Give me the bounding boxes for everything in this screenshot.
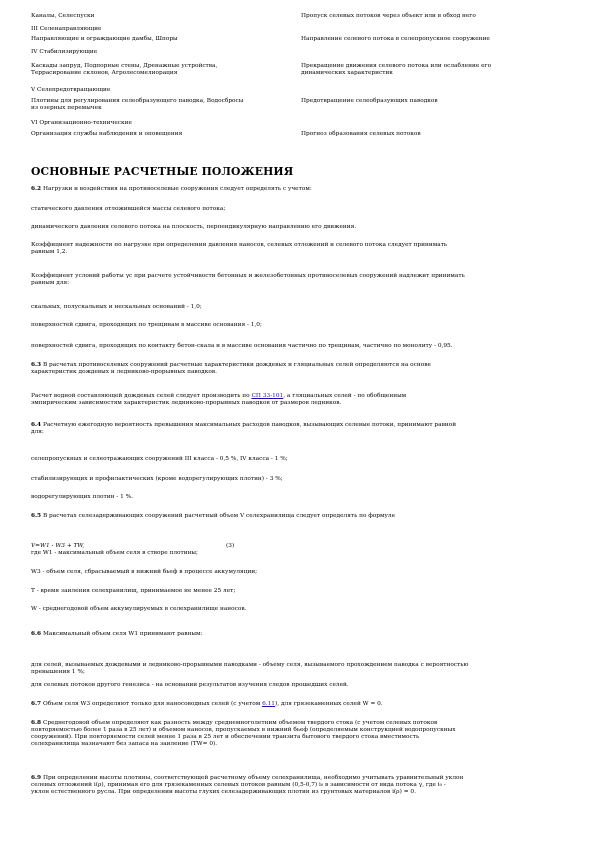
cell-text: IV Стабилизирующие [31, 49, 98, 55]
paragraph [31, 224, 566, 231]
cell-text: Каналы, Селеспуски [31, 13, 95, 19]
paragraph-line [31, 242, 566, 249]
clause-number: 6.9 [31, 775, 42, 781]
table-cell-right [301, 13, 566, 20]
cell-text: Направляющие и ограждающие дамбы, Шпоры [31, 36, 178, 42]
clause-6-6 [31, 631, 566, 638]
paragraph-line [31, 273, 566, 280]
formula-text: V=W1 - W3 + TW, [31, 543, 85, 549]
clause-number: 6.6 [31, 631, 42, 637]
line-text: эмпирическим зависимостям характеристик ледниково-прорывных паводков от размеров ледников. [31, 400, 342, 406]
reference-link[interactable]: СП 33-101 [251, 393, 284, 399]
line-text: поверхностей сдвига, проходящих по контакту бетон-скала и в массиве основания частично по трещинам, частично по монолиту - 0,95. [31, 343, 453, 349]
paragraph [31, 550, 566, 557]
table-cell-left [31, 26, 301, 33]
paragraph-line [31, 494, 566, 501]
paragraph [31, 606, 566, 613]
line-text: При определении высоты плотины, соответствующей расчетному объему селехранилища, необходимо учитывать уравнительный уклон [42, 775, 464, 781]
cell-text: Пропуск селевых потоков через объект или в обход него [301, 13, 476, 19]
clause-number: 6.3 [31, 362, 42, 368]
cell-text: динамических характеристик [301, 70, 393, 76]
cell-text: VI Организационно-технические [31, 120, 132, 126]
line-text: динамического давления селевого потока на плоскость, перпендикулярную направлению его движения. [31, 224, 357, 230]
line-text: равным для: [31, 280, 70, 286]
table-cell-left [31, 13, 301, 20]
paragraph-line [31, 393, 566, 400]
paragraph-line [31, 343, 566, 350]
table-cell-right [301, 98, 566, 105]
line-text: Расчет водной составляющей дождевых селей следует производить по [31, 393, 252, 399]
paragraph-line [31, 550, 566, 557]
line-text: где W1 - максимальный объем селя в створе плотины; [31, 550, 199, 556]
cell-text: из озерных перемычек [31, 105, 102, 111]
line-text: сооружений). При повторяемости селей менее 1 раза в 25 лет и обеспечении транзита бытового твердого стока вместимость [31, 734, 420, 740]
line-text: W - среднегодовой объем аккумулируемых в селехранилище наносов. [31, 606, 247, 612]
cell-text: Организация службы наблюдения и оповещения [31, 131, 183, 137]
line-text: уклон естественного русла. При определении высоты глухих селезадерживающих плотин из грунтовых материалов i(ρ) = 0. [31, 789, 416, 795]
clause-6-2 [31, 186, 566, 193]
line-text: селевых отложений i(ρ), принимая его для грязекаменных селевых потоков равным (0,5-0,7) i₀ в зависимости от вида потока γ, где i₀ - [31, 782, 446, 788]
clause-number: 6.8 [31, 720, 42, 726]
paragraph-line [31, 588, 566, 595]
paragraph-line [31, 429, 566, 436]
table-cell-left [31, 63, 301, 77]
paragraph [31, 456, 566, 463]
paragraph [31, 206, 566, 213]
line-text: для: [31, 429, 44, 435]
paragraph-line [31, 280, 566, 287]
clause-6-7 [31, 701, 566, 708]
line-text: для селей, вызываемых дождевыми и ледниково-прорывными паводками - объему селя, вызываемого прохождением паводка с вероятностью [31, 662, 469, 668]
paragraph-line [31, 734, 566, 741]
table-cell-left [31, 49, 301, 56]
clause-6-8 [31, 720, 566, 748]
cell-text: Прекращение движения селевого потока или ослабление его [301, 63, 492, 69]
cell-text: Прогноз образования селевых потоков [301, 131, 421, 137]
paragraph-line [31, 476, 566, 483]
line-text: Коэффициент условий работы γc при расчете устойчивости бетонных и железобетонных противоселевых сооружений надлежит принимать [31, 273, 465, 279]
line-text: для селевых потоков другого генезиса - на основании результатов изучения следов прошедших селей. [31, 682, 349, 688]
paragraph-line [31, 701, 566, 708]
clause-number: 6.4 [31, 422, 42, 428]
cell-text: Предотвращение селеобразующих паводков [301, 98, 438, 104]
line-text: В расчетах селезадерживающих сооружений расчетный объем V селехранилища следует определять по формуле [42, 513, 396, 519]
line-text: , а гляциальных селей - по обобщенным [283, 393, 407, 399]
section-heading: ОСНОВНЫЕ РАСЧЕТНЫЕ ПОЛОЖЕНИЯ [31, 165, 294, 178]
paragraph-line [31, 606, 566, 613]
paragraph [31, 569, 566, 576]
clause-number: 6.2 [31, 186, 42, 192]
line-text: равным 1,2. [31, 249, 68, 255]
paragraph-line [31, 775, 566, 782]
line-text: Коэффициент надежности по нагрузке при определении давления наносов, селевых отложений и селевого потока следует принимать [31, 242, 448, 248]
formula [31, 532, 566, 551]
paragraph-line [31, 662, 566, 669]
paragraph-line [31, 369, 566, 376]
paragraph [31, 662, 566, 676]
paragraph-line [31, 362, 566, 369]
clause-6-4 [31, 422, 566, 436]
paragraph [31, 322, 566, 329]
line-text: превышения 1 %; [31, 669, 85, 675]
cell-text: Каскады запруд, Подпорные стены, Дренажные устройства, [31, 63, 218, 69]
paragraph-line [31, 422, 566, 429]
table-cell-left [31, 36, 301, 43]
cell-text: III Селенаправляющие [31, 26, 102, 32]
paragraph-line [31, 669, 566, 676]
paragraph-line [31, 720, 566, 727]
cell-text: Плотины для регулирования селеобразующего паводка, Водосбросы [31, 98, 244, 104]
line-text: T - время заиления селехранилищ, принимаемое не менее 25 лет; [31, 588, 236, 594]
paragraph [31, 393, 566, 407]
line-text: Максимальный объем селя W1 принимают равным: [42, 631, 203, 637]
formula-number: (3) [226, 543, 235, 549]
line-text: скальных, полускальных и нескальных оснований - 1,0; [31, 304, 202, 310]
paragraph-line [31, 682, 566, 689]
paragraph [31, 304, 566, 311]
paragraph-line [31, 304, 566, 311]
paragraph-line [31, 569, 566, 576]
paragraph-line [31, 249, 566, 256]
paragraph-line [31, 631, 566, 638]
table-cell-right [301, 63, 566, 77]
paragraph-line [31, 186, 566, 193]
paragraph [31, 273, 566, 287]
clause-6-5 [31, 513, 566, 520]
line-text: поверхностей сдвига, проходящих по трещинам в массиве основания - 1,0; [31, 322, 262, 328]
line-text: статического давления отложившейся массы селевого потока; [31, 206, 226, 212]
table-cell-left [31, 98, 301, 112]
paragraph-line [31, 789, 566, 796]
paragraph-line [31, 782, 566, 789]
clause-6-3 [31, 362, 566, 376]
line-text: стабилизирующих и профилактических (кроме водорегулирующих плотин) - 3 %; [31, 476, 283, 482]
paragraph-line [31, 224, 566, 231]
paragraph-line [31, 456, 566, 463]
paragraph [31, 588, 566, 595]
line-text: селепропускных и селеотражающих сооружений III класса - 0,5 %, IV класса - 1 %; [31, 456, 288, 462]
table-cell-right [301, 36, 566, 43]
line-text: водорегулирующих плотин - 1 %. [31, 494, 133, 500]
cell-text: V Селепредотвращающие [31, 87, 111, 93]
table-cell-left [31, 120, 301, 127]
line-text: ), для грязекаменных селей W = 0. [275, 701, 383, 707]
line-text: селехранилища назначают без запаса на заиление (TW= 0). [31, 741, 218, 747]
line-text: В расчетах противоселевых сооружений расчетные характеристики дождевых и гляциальных селей определяются на основе [42, 362, 431, 368]
line-text: характеристик дождевых и ледниково-прорывных паводков. [31, 369, 217, 375]
reference-link[interactable]: 6.11 [262, 701, 275, 707]
line-text: Расчетную ежегодную вероятность превышения максимальных расходов паводков, вызывающих селевые потоки, принимают равной [42, 422, 457, 428]
clause-number: 6.7 [31, 701, 42, 707]
line-text: повторяемостью более 1 раза в 25 лет) и объемом наносов, пропускаемых в нижний бьеф (определяемым конструкцией водопропускных [31, 727, 456, 733]
paragraph-line [31, 741, 566, 748]
paragraph-line [31, 206, 566, 213]
paragraph [31, 494, 566, 501]
paragraph [31, 242, 566, 256]
paragraph-line [31, 513, 566, 520]
clause-6-9 [31, 775, 566, 796]
paragraph [31, 682, 566, 689]
clause-number: 6.5 [31, 513, 42, 519]
paragraph [31, 476, 566, 483]
table-cell-right [301, 131, 566, 138]
line-text: Объем селя W3 определяют только для наносоводных селей (с учетом [42, 701, 263, 707]
line-text: Среднегодовой объем определяют как разность между среднемноголетним объемом твердого стока (с учетом селевых потоков [42, 720, 438, 726]
paragraph-line [31, 322, 566, 329]
paragraph [31, 343, 566, 350]
table-cell-left [31, 87, 301, 94]
line-text: W3 - объем селя, сбрасываемый в нижний бьеф в процессе аккумуляции; [31, 569, 258, 575]
line-text: Нагрузки и воздействия на противоселевые сооружения следует определять с учетом: [42, 186, 312, 192]
paragraph-line [31, 727, 566, 734]
table-cell-left [31, 131, 301, 138]
cell-text: Направление селевого потока в селепропускное сооружение [301, 36, 490, 42]
cell-text: Террасирование склонов, Агролесомелиорация [31, 70, 178, 76]
paragraph-line [31, 400, 566, 407]
